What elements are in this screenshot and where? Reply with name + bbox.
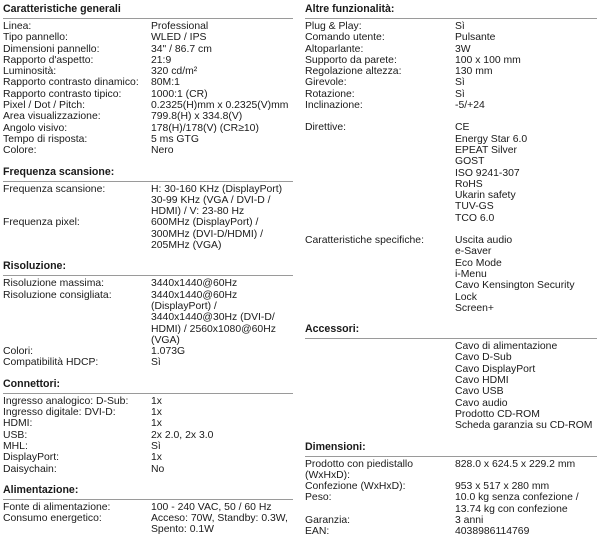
spec-row: [3, 145, 293, 156]
spec-label: Altoparlante:: [305, 43, 364, 55]
spec-value: Sì: [151, 440, 161, 452]
spec-row: [305, 341, 597, 431]
section-alimentazione: [3, 483, 293, 542]
spec-value: 100 x 100 mm: [455, 54, 521, 66]
section-title: Connettori:: [3, 377, 293, 394]
spec-value: 2x 2.0, 2x 3.0: [151, 429, 214, 441]
section-connettori: [3, 377, 293, 481]
spec-row: [3, 396, 293, 407]
spec-value: No: [151, 463, 165, 475]
spec-value: 1x: [151, 395, 162, 407]
spec-row: [3, 134, 293, 145]
section-title: Caratteristiche generali: [3, 2, 293, 19]
spec-row: [3, 513, 293, 536]
spec-row: [305, 526, 597, 537]
spec-value: 799.8(H) x 334.8(V): [151, 111, 243, 123]
spec-row: [305, 21, 597, 32]
spec-value: 1x: [151, 418, 162, 430]
spec-label: Tempo di risposta:: [3, 133, 88, 145]
spec-row: [305, 77, 597, 88]
spec-label: Confezione (WxHxD):: [305, 481, 406, 493]
spec-label: Ingresso digitale: DVI-D:: [3, 407, 116, 419]
spec-value: 1x: [151, 452, 162, 464]
spec-row: [305, 481, 597, 492]
spec-value: 130 mm: [455, 66, 493, 78]
section-title: Altre funzionalità:: [305, 2, 597, 19]
spec-value: 34" / 86.7 cm: [151, 43, 212, 55]
spec-label: Compatibilità HDCP:: [3, 357, 99, 369]
spec-row: [3, 346, 293, 357]
spec-label: Caratteristiche specifiche:: [305, 235, 424, 247]
spec-row: [3, 290, 293, 346]
spec-value: Cavo di alimentazione Cavo D-Sub Cavo DisplayPort Cavo HDMI Cavo USB Cavo audio Prodotto CD-ROM Scheda garanzia su CD-ROM: [455, 341, 593, 432]
section-title: Dimensioni:: [305, 440, 597, 457]
spec-label: Inclinazione:: [305, 100, 363, 112]
spec-value: 3 anni: [455, 514, 484, 526]
spec-label: Colore:: [3, 145, 37, 157]
spec-row: [3, 111, 293, 122]
spec-value: 178(H)/178(V) (CR≥10): [151, 122, 259, 134]
spec-value: 21:9: [151, 54, 172, 66]
section-frequenza-scansione: [3, 165, 293, 258]
spec-label: Colori:: [3, 346, 34, 358]
spec-row: [305, 55, 597, 66]
spec-row: [3, 278, 293, 289]
spec-label: Prodotto con piedistallo (WxHxD):: [305, 458, 414, 481]
spec-value: 1.073G: [151, 346, 186, 358]
spec-row: [305, 459, 597, 482]
spec-label: Rotazione:: [305, 88, 355, 100]
spec-row: [3, 123, 293, 134]
spec-value: 3W: [455, 43, 471, 55]
spec-value: Acceso: 70W, Standby: 0.3W, Spento: 0.1W: [151, 513, 288, 536]
spec-label: Linea:: [3, 21, 32, 32]
left-column: [3, 2, 293, 544]
spec-label: Frequenza pixel:: [3, 217, 80, 229]
spec-label: Garanzia:: [305, 514, 351, 526]
spec-label: Girevole:: [305, 77, 347, 89]
spec-row: [3, 464, 293, 475]
spec-row: [3, 55, 293, 66]
spec-label: Direttive:: [305, 122, 346, 134]
spec-value: -5/+24: [455, 100, 485, 112]
spec-value: 3440x1440@60Hz: [151, 278, 238, 290]
spec-row: [305, 89, 597, 100]
section-dimensioni: [305, 440, 597, 544]
spec-label: DisplayPort:: [3, 452, 60, 464]
section-altre-funzionalit: [305, 2, 597, 320]
spec-label: MHL:: [3, 440, 28, 452]
spec-value: 828.0 x 624.5 x 229.2 mm: [455, 458, 576, 470]
spec-row: [305, 492, 597, 515]
spec-value: 10.0 kg senza confezione / 13.74 kg con confezione: [455, 492, 579, 515]
spec-value: 953 x 517 x 280 mm: [455, 481, 550, 493]
spec-value: 320 cd/m²: [151, 66, 198, 78]
section-title: Frequenza scansione:: [3, 165, 293, 182]
spec-value: WLED / IPS: [151, 32, 207, 44]
spec-row: [305, 100, 597, 111]
spec-label: Consumo energetico:: [3, 513, 102, 525]
spec-label: USB:: [3, 429, 28, 441]
spec-row: [3, 357, 293, 368]
spec-row: [305, 122, 597, 224]
spec-value: 4038986114769: [455, 526, 530, 538]
spec-row: [305, 235, 597, 314]
spec-label: EAN:: [305, 526, 330, 538]
spec-label: Peso:: [305, 492, 332, 504]
spec-label: Rapporto contrasto tipico:: [3, 88, 122, 100]
spec-value: 0.2325(H)mm x 0.2325(V)mm: [151, 100, 289, 112]
spec-value: Sì: [151, 357, 161, 369]
spec-value: CE Energy Star 6.0 EPEAT Silver GOST ISO 9241-307 RoHS Ukarin safety TUV-GS TCO 6.0: [455, 122, 528, 224]
spec-label: Regolazione altezza:: [305, 66, 402, 78]
spec-value: Nero: [151, 145, 174, 157]
spec-row: [305, 515, 597, 526]
spec-row: [3, 407, 293, 418]
spec-value: 1000:1 (CR): [151, 88, 208, 100]
section-title: Alimentazione:: [3, 483, 293, 500]
spec-label: [305, 341, 455, 431]
spec-row: [3, 452, 293, 463]
spec-label: Area visualizzazione:: [3, 111, 101, 123]
spec-row: [3, 44, 293, 55]
spec-label: Fonte di alimentazione:: [3, 501, 111, 513]
spec-value: Pulsante: [455, 32, 496, 44]
spec-value: 1x: [151, 407, 162, 419]
spec-value: H: 30-160 KHz (DisplayPort) 30-99 KHz (VGA / DVI-D / HDMI) / V: 23-80 Hz: [151, 183, 283, 218]
section-title: Accessori:: [305, 322, 597, 339]
spec-label: Frequenza scansione:: [3, 183, 106, 195]
spec-label: Comando utente:: [305, 32, 385, 44]
spec-value: Sì: [455, 77, 465, 89]
section-title: Risoluzione:: [3, 259, 293, 276]
spec-row: [3, 100, 293, 111]
right-column: [305, 2, 597, 546]
spec-label: Luminosità:: [3, 66, 57, 78]
spec-value: Sì: [455, 88, 465, 100]
spec-label: Tipo pannello:: [3, 32, 68, 44]
spec-row: [3, 430, 293, 441]
spec-label: Plug & Play:: [305, 21, 362, 32]
spec-value: 5 ms GTG: [151, 133, 199, 145]
spec-label: Risoluzione consigliata:: [3, 289, 112, 301]
spec-row: [3, 89, 293, 100]
spec-label: Rapporto d'aspetto:: [3, 54, 94, 66]
spec-row: [3, 502, 293, 513]
spec-value: 3440x1440@60Hz (DisplayPort) / 3440x1440@30Hz (DVI-D/ HDMI) / 2560x1080@60Hz (VGA): [151, 289, 276, 346]
spec-row: [305, 32, 597, 43]
spec-value: Sì: [455, 21, 465, 32]
section-accessori: [305, 322, 597, 437]
spec-row: [3, 184, 293, 218]
spec-row: [3, 217, 293, 251]
spec-row: [305, 66, 597, 77]
spec-label: Supporto da parete:: [305, 54, 397, 66]
spec-value: 600MHz (DisplayPort) / 300MHz (DVI-D/HDMI) / 205MHz (VGA): [151, 217, 263, 252]
section-risoluzione: [3, 259, 293, 374]
spec-row: [3, 77, 293, 88]
spec-row: [3, 418, 293, 429]
spec-label: Daisychain:: [3, 463, 57, 475]
spec-label: Risoluzione massima:: [3, 278, 105, 290]
spec-label: Pixel / Dot / Pitch:: [3, 100, 85, 112]
spec-value: Uscita audio e-Saver Eco Mode i-Menu Cavo Kensington Security Lock Screen+: [455, 235, 575, 314]
spec-label: Ingresso analogico: D-Sub:: [3, 395, 129, 407]
spec-label: Angolo visivo:: [3, 122, 68, 134]
section-caratteristiche-generali: [3, 2, 293, 163]
spec-value: Professional: [151, 21, 209, 32]
spec-row: [3, 66, 293, 77]
spec-row: [3, 21, 293, 32]
spec-row: [305, 44, 597, 55]
spec-label: Dimensioni pannello:: [3, 43, 100, 55]
spec-row: [3, 441, 293, 452]
spec-label: Rapporto contrasto dinamico:: [3, 77, 139, 89]
spec-label: HDMI:: [3, 418, 33, 430]
spec-value: 100 - 240 VAC, 50 / 60 Hz: [151, 501, 272, 513]
spec-row: [3, 32, 293, 43]
spec-value: 80M:1: [151, 77, 180, 89]
